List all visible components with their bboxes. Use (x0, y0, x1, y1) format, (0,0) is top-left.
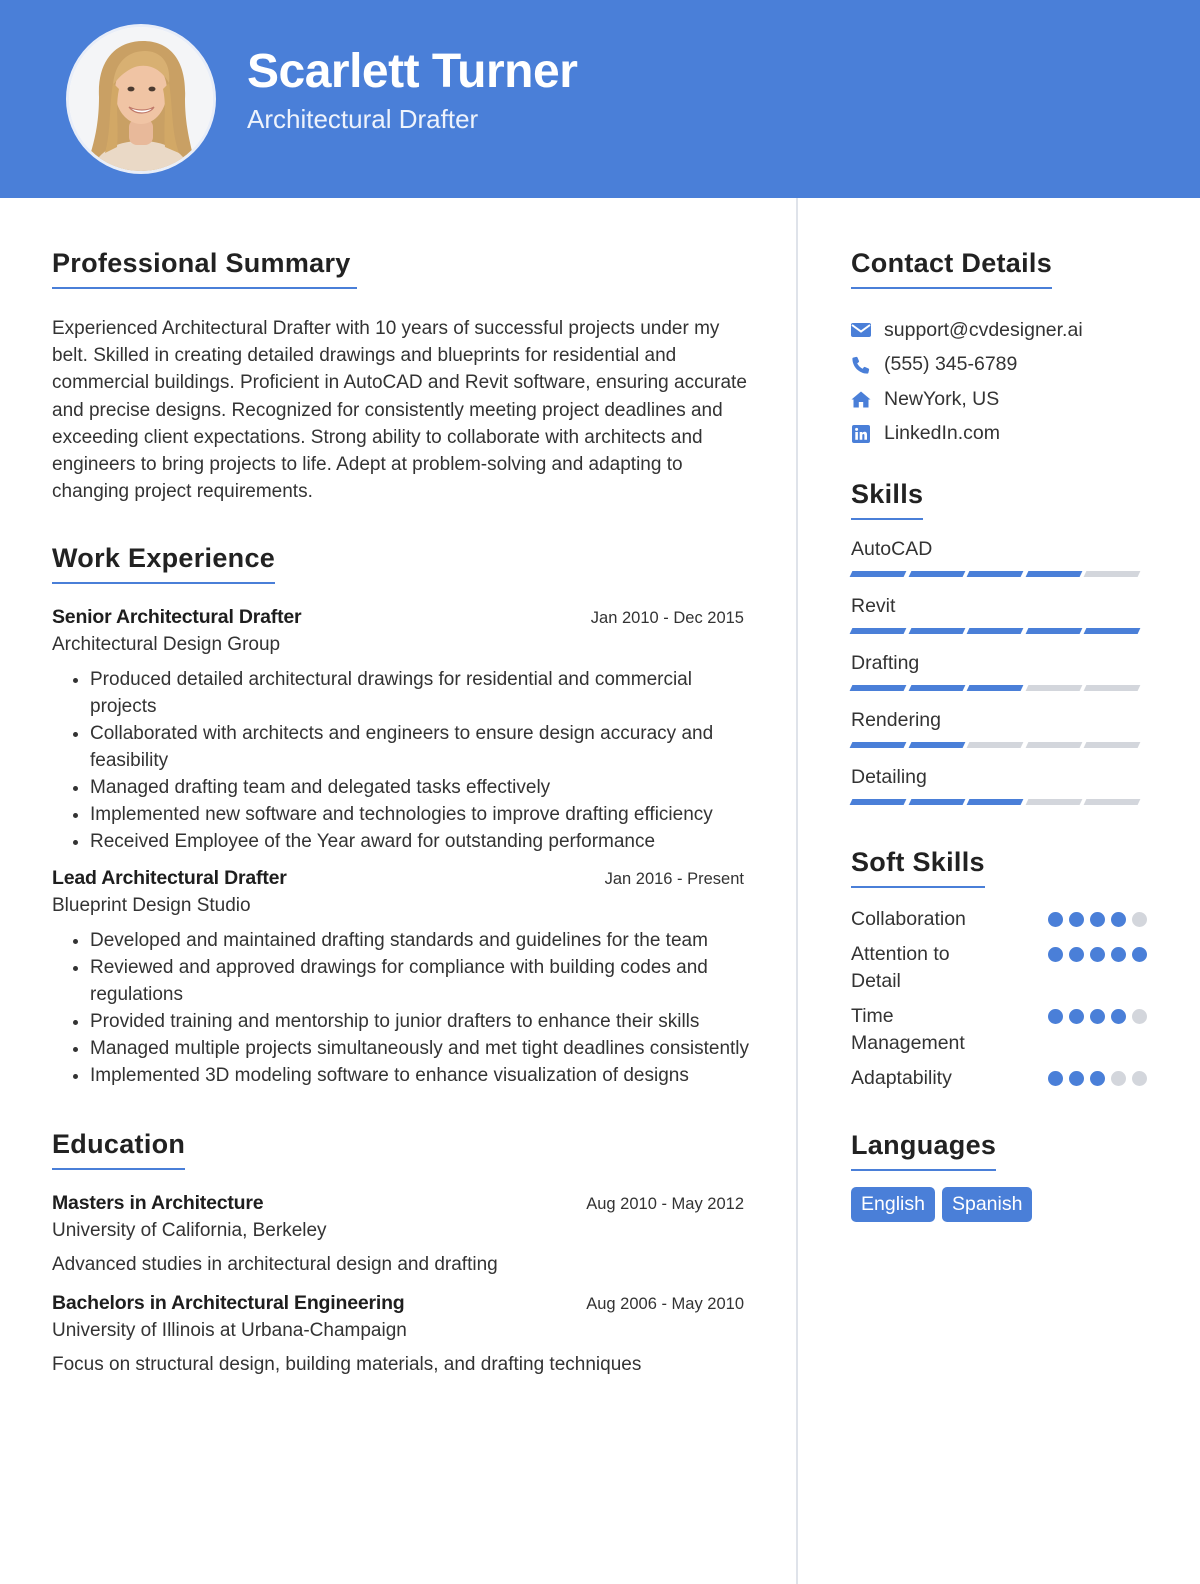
skill-level-segment (1084, 571, 1141, 577)
job-dates: Jan 2016 - Present (604, 870, 744, 889)
languages-heading: Languages (851, 1130, 996, 1171)
rating-dot (1048, 912, 1063, 927)
soft-skill-rating (1042, 1009, 1147, 1024)
soft-skill-item (851, 941, 1147, 995)
job-bullet: • Implemented new software and technologies to improve drafting efficiency (90, 801, 752, 828)
contact-location-text: NewYork, US (884, 387, 1000, 410)
job-bullets (52, 666, 752, 855)
job-bullets (52, 927, 752, 1089)
rating-dot (1132, 947, 1147, 962)
education-heading: Education (52, 1129, 185, 1170)
skill-level-segment (850, 799, 907, 805)
home-icon (851, 389, 871, 409)
rating-dot (1069, 1071, 1084, 1086)
rating-dot (1090, 947, 1105, 962)
rating-dot (1132, 1009, 1147, 1024)
soft-skills-list (851, 906, 1147, 1092)
avatar-portrait-icon (69, 27, 213, 171)
education-school: University of California, Berkeley (52, 1220, 327, 1242)
contact-email-text: support@cvdesigner.ai (884, 318, 1083, 341)
skill-level-segment (1084, 628, 1141, 634)
skill-name: Revit (851, 595, 896, 617)
skill-level-bar (851, 628, 1147, 634)
education-dates: Aug 2006 - May 2010 (586, 1295, 744, 1314)
skill-level-segment (908, 628, 965, 634)
soft-skill-rating (1042, 1071, 1147, 1086)
skill-item (851, 766, 1147, 805)
skill-level-segment (967, 685, 1024, 691)
skill-level-bar (851, 742, 1147, 748)
rating-dot (1111, 1009, 1126, 1024)
contact-list (851, 313, 1147, 451)
envelope-icon (851, 320, 871, 340)
education-description: Focus on structural design, building materials, and drafting techniques (52, 1354, 642, 1376)
skill-item (851, 709, 1147, 748)
rating-dot (1069, 947, 1084, 962)
job-bullet: • Implemented 3D modeling software to enhance visualization of designs (90, 1062, 752, 1089)
job-dates: Jan 2010 - Dec 2015 (590, 609, 744, 628)
language-badge: Spanish (942, 1187, 1032, 1222)
education-description: Advanced studies in architectural design and drafting (52, 1254, 498, 1276)
skills-heading: Skills (851, 479, 923, 520)
soft-skill-item (851, 1065, 1147, 1092)
education-degree: Masters in Architecture (52, 1192, 264, 1215)
rating-dot (1048, 947, 1063, 962)
job-bullet: • Produced detailed architectural drawings for residential and commercial projects (90, 666, 752, 720)
skill-name: Rendering (851, 709, 941, 731)
job-bullet: • Received Employee of the Year award for outstanding performance (90, 828, 752, 855)
phone-icon (851, 355, 871, 375)
column-divider (796, 198, 798, 1584)
skill-level-bar (851, 799, 1147, 805)
skill-level-segment (850, 685, 907, 691)
skills-list (851, 538, 1147, 805)
education-school: University of Illinois at Urbana-Champaign (52, 1320, 407, 1342)
skill-item (851, 595, 1147, 634)
skill-level-segment (967, 628, 1024, 634)
contact-email[interactable] (851, 313, 1147, 348)
rating-dot (1048, 1071, 1063, 1086)
rating-dot (1111, 1071, 1126, 1086)
rating-dot (1090, 1071, 1105, 1086)
skill-level-segment (1025, 742, 1082, 748)
rating-dot (1132, 1071, 1147, 1086)
job-role: Senior Architectural Drafter (52, 606, 302, 629)
skill-item (851, 538, 1147, 577)
contact-phone[interactable] (851, 348, 1147, 383)
job-company: Architectural Design Group (52, 634, 281, 656)
skill-level-segment (967, 571, 1024, 577)
skill-level-segment (967, 742, 1024, 748)
job-role: Lead Architectural Drafter (52, 867, 287, 890)
rating-dot (1048, 1009, 1063, 1024)
skill-level-segment (1084, 799, 1141, 805)
avatar (66, 24, 216, 174)
job-bullet: • Collaborated with architects and engineers to ensure design accuracy and feasibility (90, 720, 752, 774)
rating-dot (1090, 1009, 1105, 1024)
contact-location (851, 382, 1147, 417)
rating-dot (1132, 912, 1147, 927)
contact-heading: Contact Details (851, 248, 1052, 289)
sidebar-column (851, 248, 1147, 1222)
candidate-title: Architectural Drafter (247, 104, 479, 134)
work-heading: Work Experience (52, 543, 275, 584)
skill-level-segment (850, 571, 907, 577)
language-badge: English (851, 1187, 935, 1222)
contact-linkedin[interactable] (851, 417, 1147, 452)
skill-item (851, 652, 1147, 691)
soft-skill-item (851, 1003, 1147, 1057)
skill-level-segment (1025, 628, 1082, 634)
rating-dot (1111, 947, 1126, 962)
contact-phone-text: (555) 345-6789 (884, 353, 1018, 376)
rating-dot (1090, 912, 1105, 927)
rating-dot (1069, 1009, 1084, 1024)
candidate-name: Scarlett Turner (247, 45, 578, 98)
job-bullet: • Developed and maintained drafting standards and guidelines for the team (90, 927, 752, 954)
skill-level-segment (1084, 685, 1141, 691)
skill-name: Drafting (851, 652, 920, 674)
soft-skill-rating (1042, 947, 1147, 962)
summary-heading: Professional Summary (52, 248, 357, 289)
soft-skill-rating (1042, 912, 1147, 927)
job-bullet: • Managed drafting team and delegated tasks effectively (90, 774, 752, 801)
rating-dot (1111, 912, 1126, 927)
soft-skill-name: Attention to Detail (851, 943, 950, 992)
skill-level-segment (1025, 685, 1082, 691)
skill-level-segment (1025, 799, 1082, 805)
job-entry (52, 867, 752, 1089)
education-dates: Aug 2010 - May 2012 (586, 1195, 744, 1214)
skill-level-bar (851, 571, 1147, 577)
linkedin-icon (851, 424, 871, 444)
summary-text: Experienced Architectural Drafter with 10 years of successful projects under my belt. Skilled in creating detailed drawings and blueprints for residential and commercial buildings. Proficient in AutoCAD and Revit software, ensuring accurate and precise designs. Recognized for consistently meeting project deadlines and exceeding client expectations. Strong ability to collaborate with architects and engineers to bring projects to life. Adept at problem-solving and adapting to changing project requirements. (52, 318, 747, 503)
job-bullet: • Provided training and mentorship to junior drafters to enhance their skills (90, 1008, 752, 1035)
languages-list (851, 1187, 1147, 1222)
soft-skill-name: Adaptability (851, 1067, 952, 1089)
job-entry (52, 606, 752, 855)
contact-linkedin-text: LinkedIn.com (884, 422, 1000, 445)
job-company: Blueprint Design Studio (52, 895, 251, 917)
skill-level-segment (850, 742, 907, 748)
skill-level-segment (850, 628, 907, 634)
skill-level-segment (1084, 742, 1141, 748)
job-bullet: • Reviewed and approved drawings for compliance with building codes and regulations (90, 954, 752, 1008)
main-column (52, 248, 752, 1376)
skill-name: Detailing (851, 766, 927, 788)
education-entry (52, 1192, 752, 1276)
rating-dot (1069, 912, 1084, 927)
skill-level-segment (1025, 571, 1082, 577)
soft-skill-name: Time Management (851, 1005, 965, 1054)
skill-name: AutoCAD (851, 538, 933, 560)
header-banner (0, 0, 1200, 198)
education-entry (52, 1292, 752, 1376)
soft-skill-item (851, 906, 1147, 933)
soft-skills-heading: Soft Skills (851, 847, 985, 888)
skill-level-bar (851, 685, 1147, 691)
education-degree: Bachelors in Architectural Engineering (52, 1292, 405, 1315)
skill-level-segment (908, 742, 965, 748)
skill-level-segment (908, 571, 965, 577)
skill-level-segment (967, 799, 1024, 805)
skill-level-segment (908, 799, 965, 805)
soft-skill-name: Collaboration (851, 908, 966, 930)
skill-level-segment (908, 685, 965, 691)
job-bullet: • Managed multiple projects simultaneously and met tight deadlines consistently (90, 1035, 752, 1062)
